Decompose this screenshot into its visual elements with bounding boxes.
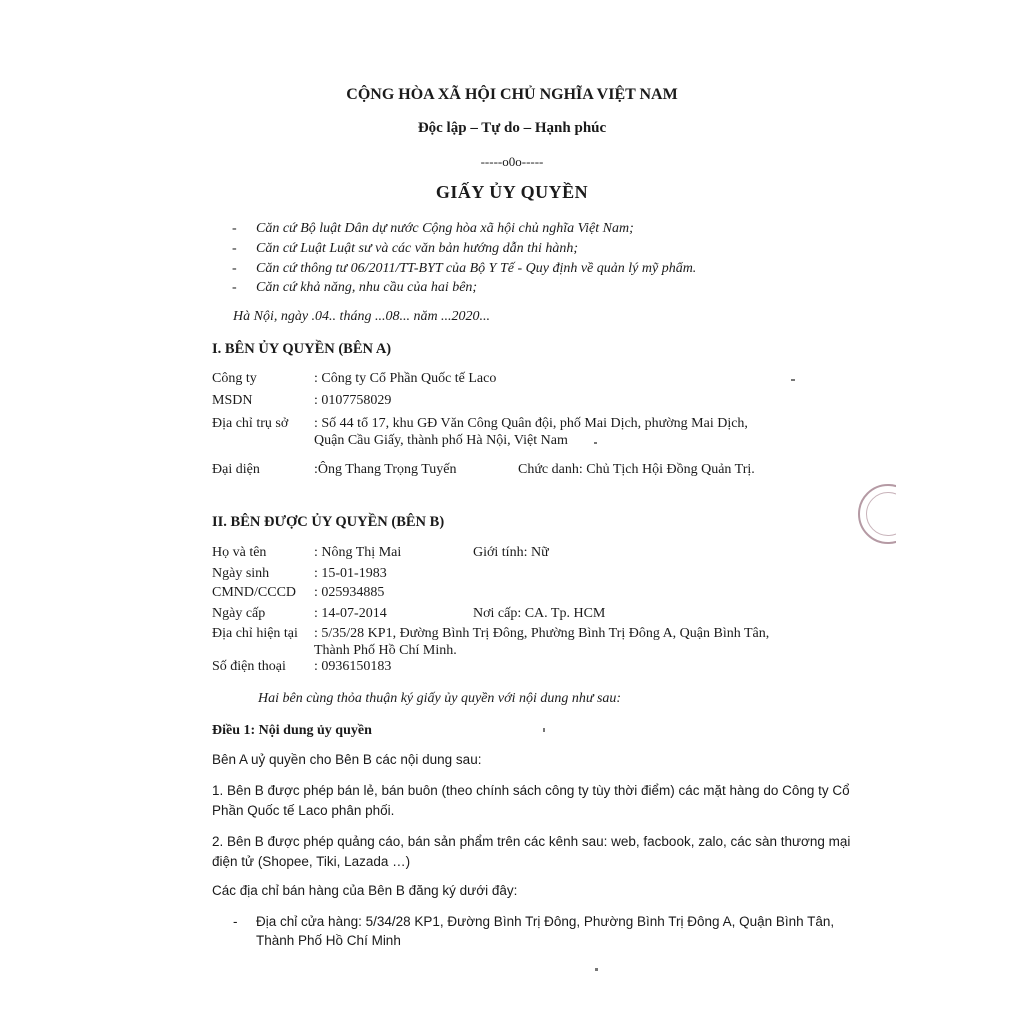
id-number-value: : 025934885: [314, 585, 385, 600]
legal-basis-item: Căn cứ Luật Luật sư và các văn bản hướng dẫn thi hành;: [256, 241, 579, 256]
article-1-item2-line1: 2. Bên B được phép quảng cáo, bán sản phẩm trên các kênh sau: web, facbook, zalo, các sàn thương mại: [212, 834, 851, 849]
scan-speck: [791, 379, 795, 381]
fullname-value: : Nông Thị Mai: [314, 545, 402, 560]
tax-code-label: MSDN: [212, 393, 253, 408]
bullet: -: [232, 261, 237, 276]
bullet: -: [232, 241, 237, 256]
representative-label: Đại diện: [212, 462, 260, 477]
id-number-label: CMND/CCCD: [212, 585, 297, 600]
company-value: : Công ty Cổ Phần Quốc tế Laco: [314, 371, 497, 386]
document-title: GIẤY ỦY QUYỀN: [435, 182, 589, 202]
phone-value: : 0936150183: [314, 659, 392, 674]
legal-basis-item: Căn cứ khả năng, nhu cầu của hai bên;: [256, 280, 478, 295]
place-date: Hà Nội, ngày .04.. tháng ...08... năm ...2020...: [233, 309, 491, 324]
party-b-heading: II. BÊN ĐƯỢC ỦY QUYỀN (BÊN B): [212, 514, 445, 530]
bullet: -: [232, 280, 237, 295]
bullet: -: [233, 914, 238, 929]
current-address-line2: Thành Phố Hồ Chí Minh.: [314, 643, 457, 658]
tax-code-value: : 0107758029: [314, 393, 392, 408]
legal-basis-item: Căn cứ thông tư 06/2011/TT-BYT của Bộ Y Tế - Quy định về quản lý mỹ phẩm.: [256, 261, 697, 276]
party-a-heading: I. BÊN ỦY QUYỀN (BÊN A): [212, 341, 392, 357]
addresses-intro: Các địa chỉ bán hàng của Bên B đăng ký dưới đây:: [212, 883, 518, 898]
store-address-line1: Địa chỉ cửa hàng: 5/34/28 KP1, Đường Bình Trị Đông, Phường Bình Trị Đông A, Quận Bình Tân,: [256, 914, 835, 929]
issue-date-label: Ngày cấp: [212, 606, 266, 621]
store-address-line2: Thành Phố Hồ Chí Minh: [256, 933, 401, 948]
nation-heading: CỘNG HÒA XÃ HỘI CHỦ NGHĨA VIỆT NAM: [346, 86, 678, 103]
current-address-line1: : 5/35/28 KP1, Đường Bình Trị Đông, Phường Bình Trị Đông A, Quận Bình Tân,: [314, 626, 770, 641]
current-address-label: Địa chỉ hiện tại: [212, 626, 298, 641]
birthdate-value: : 15-01-1983: [314, 566, 387, 581]
phone-label: Số điện thoại: [212, 659, 286, 674]
birthdate-label: Ngày sinh: [212, 566, 270, 581]
issue-place-text: Nơi cấp: CA. Tp. HCM: [473, 606, 606, 621]
representative-position: Chức danh: Chủ Tịch Hội Đồng Quản Trị.: [518, 462, 755, 477]
article-1-item2-line2: điện tử (Shopee, Tiki, Lazada …): [212, 854, 411, 869]
fullname-label: Họ và tên: [212, 545, 267, 560]
article-1-heading: Điều 1: Nội dung ủy quyền: [212, 723, 372, 738]
bullet: -: [232, 221, 237, 236]
agreement-statement: Hai bên cùng thỏa thuận ký giấy ủy quyền với nội dung như sau:: [258, 691, 622, 706]
legal-basis-item: Căn cứ Bộ luật Dân dự nước Cộng hòa xã hội chủ nghĩa Việt Nam;: [256, 221, 634, 236]
motto-heading: Độc lập – Tự do – Hạnh phúc: [417, 120, 607, 136]
scan-speck: [543, 728, 545, 732]
representative-value: :Ông Thang Trọng Tuyến: [314, 462, 457, 477]
head-office-line1: : Số 44 tổ 17, khu GĐ Văn Công Quân đội, phố Mai Dịch, phường Mai Dịch,: [314, 416, 748, 431]
gender-text: Giới tính: Nữ: [473, 545, 549, 560]
article-1-item1-line1: 1. Bên B được phép bán lẻ, bán buôn (theo chính sách công ty tùy thời điểm) các mặt hàng do Công ty Cổ: [212, 783, 850, 798]
scan-speck: [594, 442, 597, 444]
article-1-item1-line2: Phần Quốc tế Laco phân phối.: [212, 803, 395, 818]
company-label: Công ty: [212, 371, 257, 386]
issue-date-value: : 14-07-2014: [314, 606, 387, 621]
scan-speck: [595, 968, 598, 971]
article-1-intro: Bên A uỷ quyền cho Bên B các nội dung sau:: [212, 752, 482, 767]
seal-stamp: [852, 482, 896, 548]
head-office-line2: Quận Cầu Giấy, thành phố Hà Nội, Việt Nam: [314, 433, 568, 448]
head-office-label: Địa chỉ trụ sở: [212, 416, 289, 431]
separator: -----o0o-----: [480, 154, 544, 169]
